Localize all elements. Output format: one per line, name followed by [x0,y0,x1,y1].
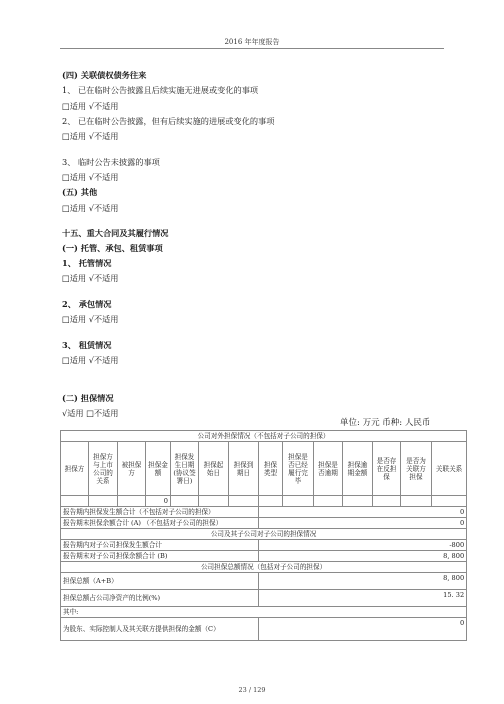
applicability-line: □适用 √不适用 [62,355,119,365]
chapter-title: 十五、重大合同及其履行情况 [62,228,169,238]
column-header: 担保起始日 [199,442,229,496]
row-label: 其中: [61,607,467,618]
section-title: (一) 托管、承包、租赁事项 [62,243,163,253]
table-row [61,590,467,607]
column-header: 担保金额 [146,442,171,496]
table-section-title: 公司对外担保情况（不包括对子公司的担保） [61,431,467,442]
applicability-line: □适用 √不适用 [62,131,119,141]
column-header: 担保到期日 [229,442,259,496]
page-number: 23 / 129 [238,686,266,694]
section-title: (四) 关联债权债务往来 [62,70,147,80]
row-value: 8, 800 [259,551,467,562]
table-row [61,540,467,551]
table-row [61,573,467,590]
table-section-title: 公司及其子公司对子公司的担保情况 [61,529,467,540]
table-row [61,607,467,618]
header-divider [60,48,444,49]
applicability-line: □适用 √不适用 [62,273,119,283]
page-header: 2016 年年度报告 [224,38,280,46]
row-value: 0 [259,618,467,641]
section-title: (五) 其他 [62,187,98,197]
section-title: (二) 担保情况 [62,393,114,403]
applicability-line: □适用 √不适用 [62,314,119,324]
applicability-line: □适用 √不适用 [62,101,119,111]
row-label: 报告期末对子公司担保余额合计 (B) [61,551,259,562]
applicability-line: □适用 √不适用 [62,172,119,182]
item-heading: 3、 租赁情况 [62,340,112,350]
row-label: 报告期内对子公司担保发生额合计 [61,540,259,551]
item-heading: 2、 已在临时公告披露，但有后续实施的进展或变化的事项 [62,116,275,126]
item-heading: 2、 承包情况 [62,299,112,309]
column-header: 是否存在反担保 [373,442,401,496]
table-row [61,507,467,518]
unit-currency-note: 单位: 万元 币种: 人民币 [340,418,431,428]
item-heading: 1、 已在临时公告披露且后续实施无进展或变化的事项 [62,85,259,95]
table-header-row [61,442,467,496]
column-header: 担保是否已经履行完毕 [283,442,314,496]
column-header: 担保逾期金额 [343,442,373,496]
column-header: 担保发生日期(协议签署日) [171,442,199,496]
row-label: 报告期内担保发生额合计（不包括对子公司的担保） [61,507,259,518]
amount-cell: 0 [146,496,171,507]
row-value: -800 [259,540,467,551]
guarantee-table [60,430,467,641]
table-row [61,496,467,507]
item-heading: 1、 托管情况 [62,258,112,268]
row-label: 为股东、实际控制人及其关联方提供担保的金额（C） [61,618,259,641]
row-value: 0 [259,518,467,529]
column-header: 关联关系 [432,442,467,496]
column-header: 是否为关联方担保 [401,442,432,496]
table-row [61,518,467,529]
row-value: 15. 32 [259,590,467,607]
table-row [61,551,467,562]
table-row [61,618,467,641]
row-label: 担保总额占公司净资产的比例(%) [61,590,259,607]
row-value: 8, 800 [259,573,467,590]
row-value: 0 [259,507,467,518]
applicability-line: √适用 □不适用 [62,408,119,418]
row-label: 报告期末担保余额合计 (A) （不包括对子公司的担保） [61,518,259,529]
item-heading: 3、 临时公告未披露的事项 [62,157,160,167]
applicability-line: □适用 √不适用 [62,203,119,213]
row-label: 担保总额（A+B） [61,573,259,590]
column-header: 担保是否逾期 [314,442,343,496]
column-header: 被担保方 [118,442,146,496]
column-header: 担保类型 [259,442,283,496]
column-header: 担保方与上市公司的关系 [89,442,118,496]
column-header: 担保方 [61,442,89,496]
table-section-title: 公司担保总额情况（包括对子公司的担保） [61,562,467,573]
